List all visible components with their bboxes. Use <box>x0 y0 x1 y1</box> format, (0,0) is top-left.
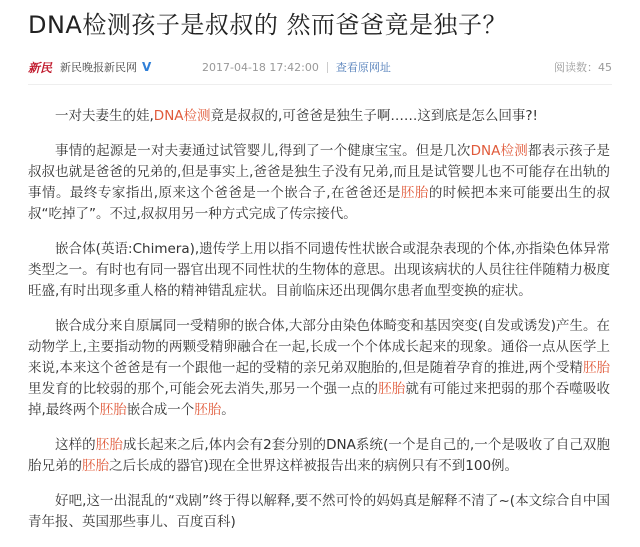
paragraph-text: 成长起来之后,体内会有2套分别的DNA系统(一个是自己的,一个是吸收了自己双胞胎兄弟的 <box>28 437 611 474</box>
article-paragraph <box>28 316 610 421</box>
source-logo: 新民 <box>28 60 53 75</box>
publish-time: 2017-04-18 17:42:00 <box>202 60 319 74</box>
read-count-value: 45 <box>598 61 612 74</box>
read-count-label: 阅读数： <box>554 61 598 74</box>
source-name[interactable]: 新民晚报新民网 <box>60 61 137 74</box>
paragraph-text: 竟是叔叔的,可爸爸是独生子啊……这到底是怎么回事?! <box>210 108 538 124</box>
paragraph-text: 就有可能过来把弱的那个吞噬吸收掉,最终两个 <box>28 381 611 418</box>
article-title: DNA检测孩子是叔叔的 然而爸爸竟是独子？ <box>28 11 507 39</box>
paragraph-text: 事情的起源是一对夫妻通过试管婴儿,得到了一个健康宝宝。但是几次 <box>55 143 471 159</box>
article-paragraph <box>28 106 610 127</box>
paragraph-text: 好吧,这一出混乱的“戏剧”终于得以解释,要不然可怜的妈妈真是解释不清了~(本文综合自中国青年报、英国那些事儿、百度百科) <box>28 493 610 530</box>
keyword-link[interactable]: 胚胎 <box>194 402 222 418</box>
article-paragraph <box>28 239 610 302</box>
view-original-link[interactable]: 查看原网址 <box>335 61 391 74</box>
paragraph-text: 里发育的比较弱的那个,可能会死去消失,那另一个强一点的 <box>28 381 379 397</box>
paragraph-text: 都表示孩子是叔叔也就是爸爸的兄弟的,但是事实上,爸爸是独生子没有兄弟,而且是试管婴儿也不可能存在出轨的事情。最终专家指出,原来这个爸爸是一个嵌合子,在爸爸还是 <box>28 143 610 201</box>
paragraph-text: 一对夫妻生的娃, <box>55 108 154 124</box>
keyword-link[interactable]: 胚胎 <box>95 437 123 453</box>
paragraph-text: 的时候把本来可能要出生的叔叔“吃掉了”。不过,叔叔用另一种方式完成了传宗接代。 <box>28 185 610 222</box>
title-divider <box>28 84 612 85</box>
keyword-link[interactable]: 胚胎 <box>99 402 127 418</box>
article-paragraph <box>28 435 610 477</box>
keyword-link[interactable]: DNA检测 <box>470 143 528 159</box>
meta-divider <box>327 62 328 73</box>
read-count <box>554 59 612 75</box>
keyword-link[interactable]: 胚胎 <box>400 185 429 201</box>
verified-icon: V <box>142 60 152 74</box>
keyword-link[interactable]: DNA检测 <box>153 108 211 124</box>
article-body <box>28 106 610 547</box>
paragraph-text: 。 <box>221 402 235 418</box>
paragraph-text: 嵌合成分来自原属同一受精卵的嵌合体,大部分由染色体畸变和基因突变(自发或诱发)产生。在动物学上,主要指动物的两颗受精卵融合在一起,长成一个个体成长起来的现象。通俗一点从医学上来说,本来这个爸爸是有一个跟他一起的受精的亲兄弟双胞胎的,但是随着孕育的推进,两个受精 <box>28 318 610 376</box>
keyword-link[interactable]: 胚胎 <box>82 458 109 474</box>
article-paragraph <box>28 141 610 225</box>
paragraph-text: 这样的 <box>55 437 96 453</box>
keyword-link[interactable]: 胚胎 <box>378 381 406 397</box>
article-paragraph <box>28 491 610 533</box>
paragraph-text: 之后长成的器官)现在全世界这样被报告出来的病例只有不到100例。 <box>109 458 519 474</box>
article-meta <box>28 56 612 78</box>
paragraph-text: 嵌合成一个 <box>126 402 195 418</box>
keyword-link[interactable]: 胚胎 <box>582 360 611 376</box>
paragraph-text: 嵌合体(英语:Chimera),遗传学上用以指不同遗传性状嵌合或混杂表现的个体,亦指染色体异常类型之一。有时也有同一器官出现不同性状的生物体的意思。出现该病状的人员往往伴随精力极度旺盛,有时出现多重人格的精神错乱症状。目前临床还出现偶尔患者血型变换的症状。 <box>28 241 610 299</box>
